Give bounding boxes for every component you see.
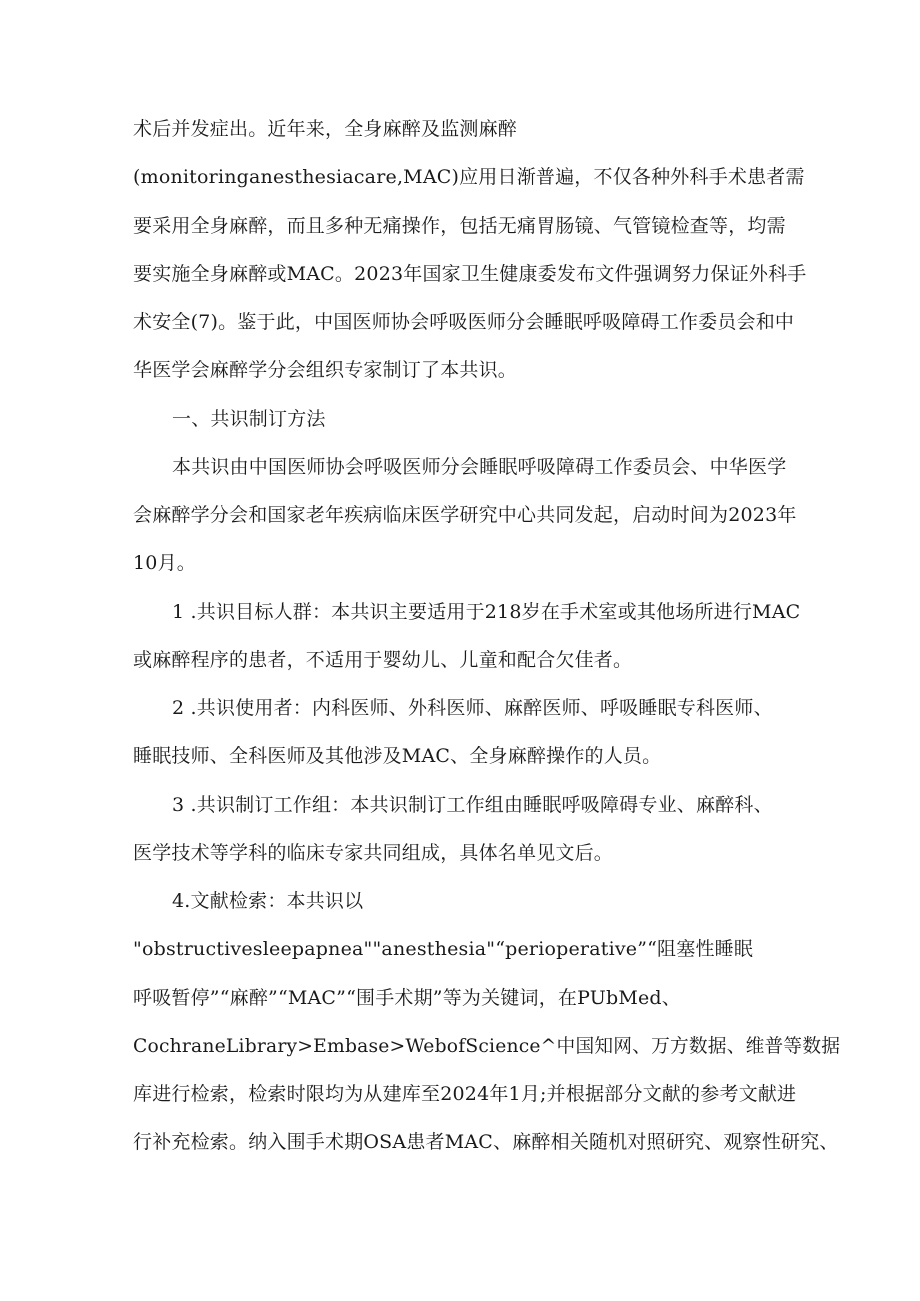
text-line: 要采用全身麻醉，而且多种无痛操作，包括无痛胃肠镜、气管镜检查等，均需	[133, 215, 786, 237]
list-item-1: 1 .共识目标人群：本共识主要适用于218岁在手术室或其他场所进行MAC	[172, 601, 801, 623]
text-line: 华医学会麻醉学分会组织专家制订了本共识。	[133, 359, 518, 381]
text-line: 本共识由中国医师协会呼吸医师分会睡眠呼吸障碍工作委员会、中华医学	[172, 456, 787, 478]
text-line: (monitoringanesthesiacare,MAC)应用日渐普遍，不仅各种外科手术患者需	[133, 166, 805, 188]
section-heading: 一、共识制订方法	[172, 408, 326, 430]
text-line: 或麻醉程序的患者，不适用于婴幼儿、儿童和配合欠佳者。	[133, 649, 633, 671]
text-line: 医学技术等学科的临床专家共同组成，具体名单见文后。	[133, 842, 614, 864]
text-line: 呼吸暂停”“麻醉”“MAC”“围手术期”等为关键词，在PUbMed、	[133, 987, 681, 1009]
text-line: "obstructivesleepapnea""anesthesia"“perioperative”“阻塞性睡眠	[133, 938, 754, 960]
text-line: 10月。	[133, 552, 196, 574]
text-line: 要实施全身麻醉或MAC。2023年国家卫生健康委发布文件强调努力保证外科手	[133, 263, 807, 285]
text-line: 行补充检索。纳入围手术期OSA患者MAC、麻醉相关随机对照研究、观察性研究、	[133, 1131, 839, 1153]
text-line: 会麻醉学分会和国家老年疾病临床医学研究中心共同发起，启动时间为2023年	[133, 504, 797, 526]
text-line: 睡眠技师、全科医师及其他涉及MAC、全身麻醉操作的人员。	[133, 745, 662, 767]
text-line: 库进行检索，检索时限均为从建库至2024年1月;并根据部分文献的参考文献进	[133, 1083, 797, 1105]
list-item-3: 3 .共识制订工作组：本共识制订工作组由睡眠呼吸障碍专业、麻醉科、	[172, 794, 773, 816]
text-line: CochraneLibrary>Embase>WebofScience^中国知网、万方数据、维普等数据	[133, 1035, 841, 1057]
text-line: 术后并发症出。近年来，全身麻醉及监测麻醉	[133, 118, 518, 140]
list-item-2: 2 .共识使用者：内科医师、外科医师、麻醉医师、呼吸睡眠专科医师、	[172, 697, 773, 719]
list-item-4: 4.文献检索：本共识以	[172, 890, 364, 912]
text-line: 术安全(7)。鉴于此，中国医师协会呼吸医师分会睡眠呼吸障碍工作委员会和中	[133, 311, 795, 333]
